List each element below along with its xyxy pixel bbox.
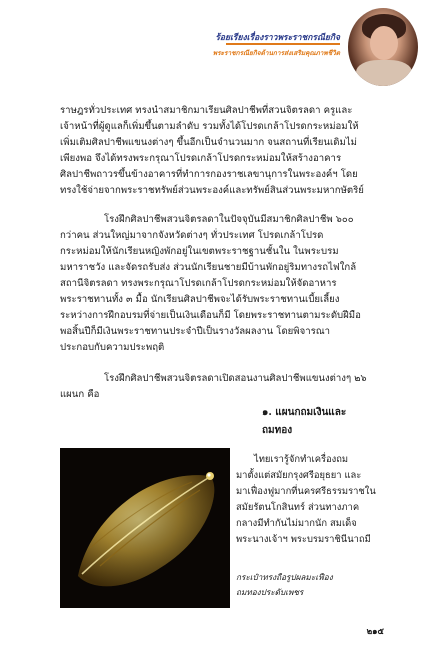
paragraph-1 bbox=[60, 103, 382, 199]
text-line: กระหม่อมให้นักเรียนหญิงพักอยู่ในเขตพระราชฐานชั้นใน ในพระบรม bbox=[60, 246, 339, 257]
text-line: ระหว่างการฝึกอบรมที่จ่ายเป็นเงินเดือนก็มี โดยพระราชทานตามระดับฝีมือ bbox=[60, 310, 361, 321]
text-line: โรงฝึกศิลปาชีพสวนจิตรลดาในปัจจุบันมีสมาชิกศิลปาชีพ ๖๐๐ bbox=[104, 214, 354, 225]
text-line: สมัยรัตนโกสินทร์ ส่วนทางภาค bbox=[236, 502, 360, 513]
page-number: ๒๑๕ bbox=[366, 627, 384, 637]
gold-purse-photo bbox=[60, 448, 230, 608]
text-line: มาเฟื่องฟูมากที่นครศรีธรรมราชใน bbox=[236, 486, 376, 497]
header-title: ร้อยเรียงเรื่องราวพระราชกรณียกิจ bbox=[215, 33, 340, 43]
section-body bbox=[236, 452, 382, 548]
section-heading bbox=[262, 404, 382, 440]
page-header bbox=[0, 0, 432, 92]
text-line: เพิ่มเติมศิลปาชีพแขนงต่างๆ ขึ้นอีกเป็นจำนวนมาก จนสถานที่เรียนเดิมไม่ bbox=[60, 137, 357, 148]
text-line: ไทยเรารู้จักทำเครื่องถม bbox=[254, 454, 349, 465]
text-line: มาตั้งแต่สมัยกรุงศรีอยุธยา และ bbox=[236, 470, 362, 481]
text-line: โรงฝึกศิลปาชีพสวนจิตรลดาเปิดสอนงานศิลปาชีพแขนงต่างๆ ๒๖ bbox=[104, 373, 367, 384]
paragraph-2 bbox=[60, 212, 382, 356]
text-line: ราษฎรทั่วประเทศ ทรงนำสมาชิกมาเรียนศิลปาชีพที่สวนจิตรลดา ครูและ bbox=[60, 105, 353, 116]
text-line: สถานีจิตรลดา ทรงพระกรุณาโปรดเกล้าโปรดกระหม่อมให้จัดอาหาร bbox=[60, 278, 337, 289]
photo-caption bbox=[236, 570, 382, 600]
text-line: ศิลปาชีพถาวรขึ้นข้างอาคารที่ทำการกองราชเลขานุการในพระองค์ฯ โดย bbox=[60, 169, 358, 180]
text-line: กลางมีทำกันไม่มากนัก สมเด็จ bbox=[236, 518, 357, 529]
text-line: กว่าคน ส่วนใหญ่มาจากจังหวัดต่างๆ ทั่วประเทศ โปรดเกล้าโปรด bbox=[60, 230, 324, 241]
text-line: แผนก คือ bbox=[60, 389, 100, 400]
caption-line: ถมทองประดับเพชร bbox=[236, 587, 304, 597]
text-line: พระนางเจ้าฯ พระบรมราชินีนาถมี bbox=[236, 534, 371, 545]
text-line: ทรงใช้จ่ายจากพระราชทรัพย์ส่วนพระองค์และทรัพย์สินส่วนพระมหากษัตริย์ bbox=[60, 185, 364, 196]
portrait-face bbox=[370, 26, 398, 60]
text-line: พอสิ้นปีก็มีเงินพระราชทานประจำปีเป็นรางวัลผลงาน โดยพิจารณา bbox=[60, 326, 331, 337]
starfruit-purse-image bbox=[60, 448, 230, 608]
text-line: เจ้าหน้าที่ผู้ดูแลก็เพิ่มขึ้นตามลำดับ รวมทั้งได้โปรดเกล้าโปรดกระหม่อมให้ bbox=[60, 121, 359, 132]
paragraph-3 bbox=[60, 371, 382, 403]
portrait-photo bbox=[348, 8, 418, 86]
text-line: ประกอบกับความประพฤติ bbox=[60, 342, 165, 353]
caption-line: กระเป๋าทรงถือรูปผลมะเฟือง bbox=[236, 572, 333, 582]
portrait-body bbox=[356, 60, 412, 86]
text-line: มหาราชวัง และจัดรถรับส่ง ส่วนนักเรียนชายมีบ้านพักอยู่ริมทางรถไฟใกล้ bbox=[60, 262, 357, 273]
header-subtitle: พระราชกรณียกิจด้านการส่งเสริมคุณภาพชีวิต bbox=[212, 49, 340, 57]
text-line: เพียงพอ จึงได้ทรงพระกรุณาโปรดเกล้าโปรดกระหม่อมให้สร้างอาคาร bbox=[60, 153, 342, 164]
section-heading-line: ถมทอง bbox=[262, 425, 293, 436]
header-rule bbox=[226, 43, 340, 45]
text-line: พระราชทานทั้ง ๓ มื้อ นักเรียนศิลปาชีพจะได้รับพระราชทานเบี้ยเลี้ยง bbox=[60, 294, 340, 305]
section-heading-line: ๑. แผนกถมเงินและ bbox=[262, 407, 347, 418]
